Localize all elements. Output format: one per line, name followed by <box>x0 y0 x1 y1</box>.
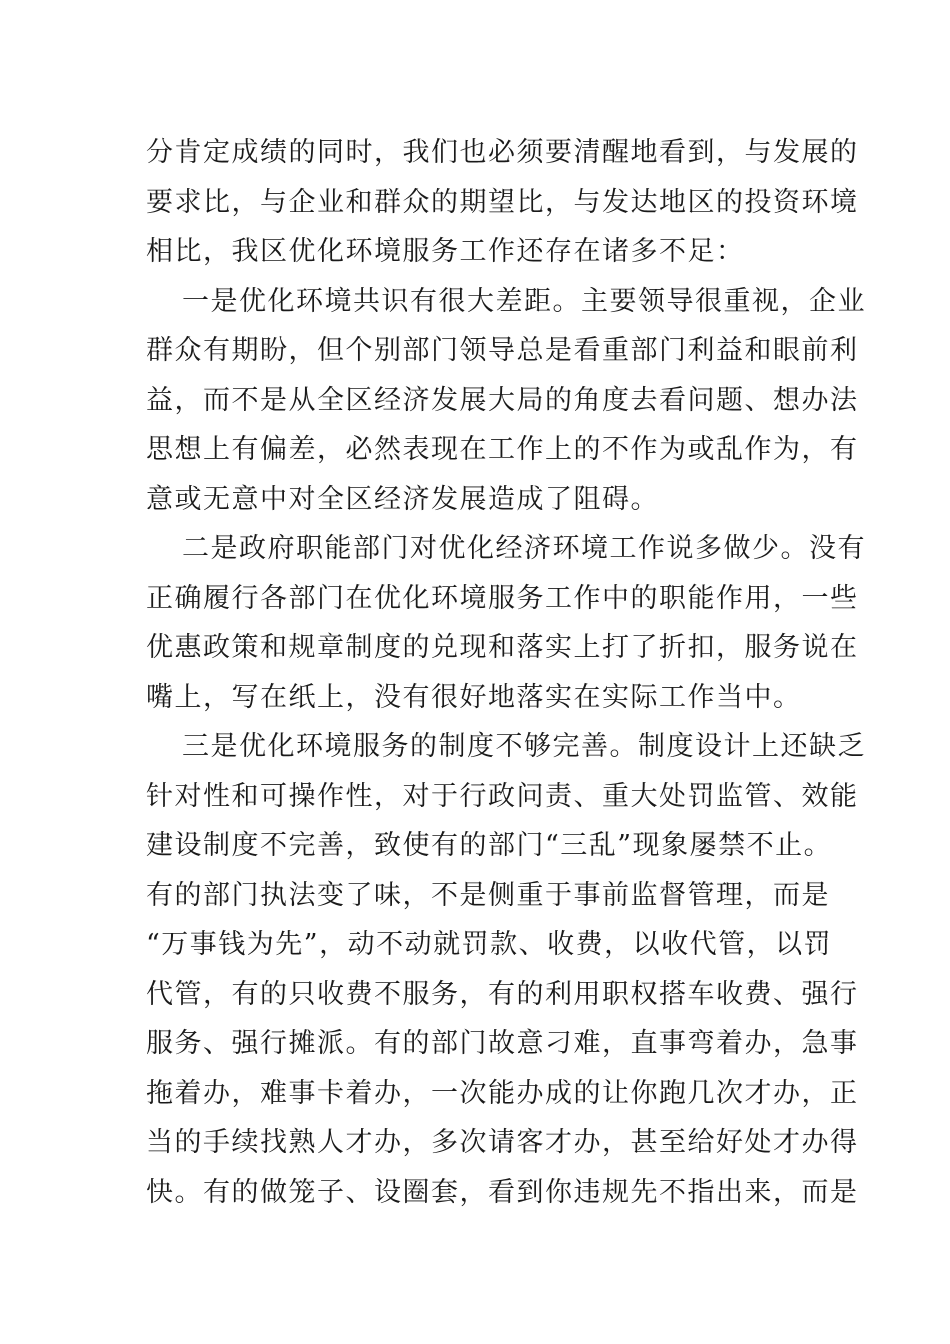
text-line: 当的手续找熟人才办，多次请客才办，甚至给好处才办得 <box>146 1127 859 1158</box>
text-line: 思想上有偏差，必然表现在工作上的不作为或乱作为，有 <box>146 434 859 465</box>
text-line: 意或无意中对全区经济发展造成了阻碍。 <box>146 483 659 515</box>
text-line: 快。有的做笼子、设圈套，看到你违规先不指出来，而是 <box>146 1176 859 1208</box>
body-text <box>146 128 866 1217</box>
text-line: 建设制度不完善，致使有的部门“三乱”现象屡禁不止。 <box>146 830 833 861</box>
text-line: 优惠政策和规章制度的兑现和落实上打了折扣，服务说在 <box>146 632 859 663</box>
text-line: 正确履行各部门在优化环境服务工作中的职能作用，一些 <box>146 582 859 614</box>
paragraph-start-line: 二是政府职能部门对优化经济环境工作说多做少。没有 <box>182 533 866 564</box>
text-line: 分肯定成绩的同时，我们也必须要清醒地看到，与发展的 <box>146 137 859 168</box>
text-line: 相比，我区优化环境服务工作还存在诸多不足： <box>146 236 745 267</box>
text-line: 针对性和可操作性，对于行政问责、重大处罚监管、效能 <box>146 780 859 812</box>
paragraph-start-line: 一是优化环境共识有很大差距。主要领导很重视，企业 <box>182 285 866 317</box>
text-line: 有的部门执法变了味，不是侧重于事前监督管理，而是 <box>146 879 830 911</box>
text-line: 要求比，与企业和群众的期望比，与发达地区的投资环境 <box>146 186 859 218</box>
text-line: “万事钱为先”，动不动就罚款、收费，以收代管，以罚 <box>146 929 833 960</box>
text-line: 代管，有的只收费不服务，有的利用职权搭车收费、强行 <box>146 978 859 1010</box>
text-line: 益，而不是从全区经济发展大局的角度去看问题、想办法 <box>146 384 859 416</box>
paragraph-start-line: 三是优化环境服务的制度不够完善。制度设计上还缺乏 <box>182 731 866 762</box>
text-line: 拖着办，难事卡着办，一次能办成的让你跑几次才办，正 <box>146 1077 859 1109</box>
text-line: 群众有期盼，但个别部门领导总是看重部门利益和眼前利 <box>146 335 859 366</box>
text-line: 嘴上，写在纸上，没有很好地落实在实际工作当中。 <box>146 681 802 713</box>
text-line: 服务、强行摊派。有的部门故意刁难，直事弯着办，急事 <box>146 1028 859 1059</box>
